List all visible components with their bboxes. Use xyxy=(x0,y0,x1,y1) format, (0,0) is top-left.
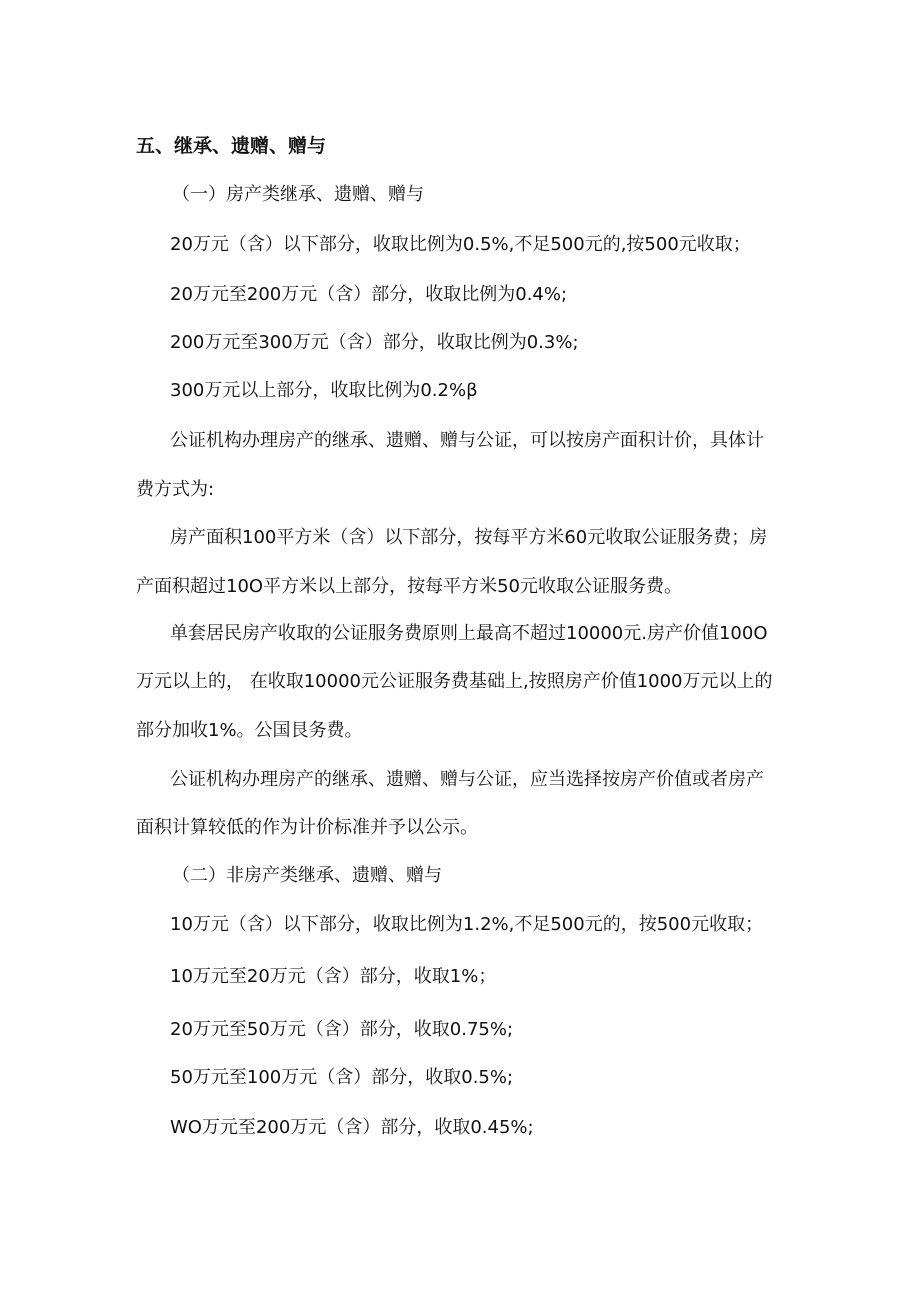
sub-heading-housing: （一）房产类继承、遗赠、赠与 xyxy=(172,184,424,205)
paragraph-line: 房产面积100平方米（含）以下部分，按每平方米60元收取公证服务费；房 xyxy=(170,527,768,548)
paragraph-line: WO万元至200万元（含）部分，收取0.45%; xyxy=(170,1117,534,1138)
paragraph-line: 20万元至50万元（含）部分，收取0.75%; xyxy=(170,1019,514,1040)
paragraph-line: 公证机构办理房产的继承、遗赠、赠与公证，应当选择按房产价值或者房产 xyxy=(170,769,764,790)
paragraph-line: 部分加收1%。公国艮务费。 xyxy=(136,720,363,741)
paragraph-line: 50万元至100万元（含）部分，收取0.5%; xyxy=(170,1067,514,1088)
section-heading: 五、继承、遗赠、赠与 xyxy=(136,135,327,157)
paragraph-line: 公证机构办理房产的继承、遗赠、赠与公证，可以按房产面积计价，具体计 xyxy=(170,430,764,451)
paragraph-line: 面积计算较低的作为计价标准并予以公示。 xyxy=(136,817,478,838)
paragraph-line: 产面积超过10O平方米以上部分，按每平方米50元收取公证服务费。 xyxy=(136,576,682,597)
paragraph-line: 20万元（含）以下部分，收取比例为0.5%,不足500元的,按500元收取； xyxy=(170,234,751,255)
paragraph-line: 费方式为: xyxy=(136,479,215,500)
paragraph-line: 万元以上的， 在收取10000元公证服务费基础上,按照房产价值1000万元以上的 xyxy=(136,671,773,692)
paragraph-line: 300万元以上部分，收取比例为0.2%β xyxy=(170,380,478,401)
paragraph-line: 10万元（含）以下部分，收取比例为1.2%,不足500元的，按500元收取； xyxy=(170,914,764,935)
sub-heading-non-housing: （二）非房产类继承、遗赠、赠与 xyxy=(172,865,442,886)
paragraph-line: 10万元至20万元（含）部分，收取1%； xyxy=(170,966,497,987)
paragraph-line: 20万元至200万元（含）部分，收取比例为0.4%; xyxy=(170,284,568,305)
paragraph-line: 单套居民房产收取的公证服务费原则上最高不超过10000元.房产价值100O xyxy=(170,623,768,644)
paragraph-line: 200万元至300万元（含）部分，收取比例为0.3%; xyxy=(170,332,579,353)
